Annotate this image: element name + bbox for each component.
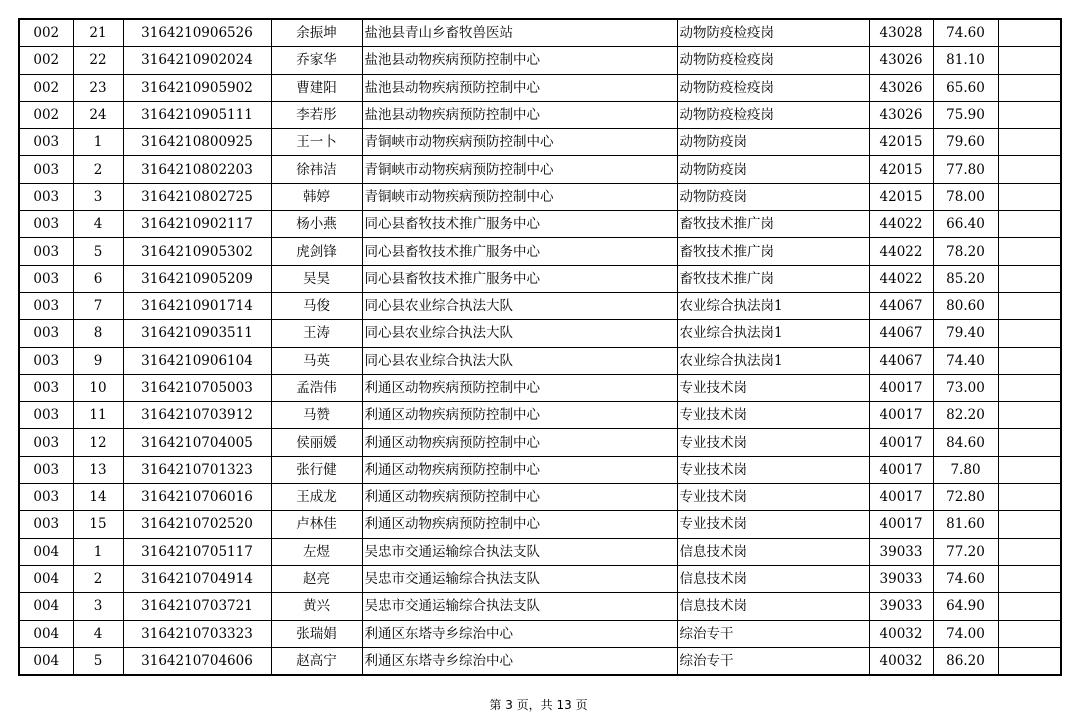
cell-name: 乔家华 (271, 47, 362, 74)
cell-position: 信息技术岗 (677, 565, 869, 592)
cell-group: 003 (19, 374, 73, 401)
cell-remark (998, 647, 1061, 675)
cell-position-code: 43026 (869, 101, 933, 128)
cell-remark (998, 511, 1061, 538)
cell-score: 72.80 (933, 484, 998, 511)
cell-position: 畜牧技术推广岗 (677, 238, 869, 265)
cell-exam-number: 3164210802203 (123, 156, 271, 183)
cell-score: 66.40 (933, 211, 998, 238)
cell-unit: 同心县农业综合执法大队 (362, 347, 677, 374)
cell-seq: 7 (73, 292, 123, 319)
cell-position-code: 40017 (869, 484, 933, 511)
cell-group: 004 (19, 538, 73, 565)
cell-position: 专业技术岗 (677, 374, 869, 401)
cell-unit: 吴忠市交通运输综合执法支队 (362, 538, 677, 565)
cell-group: 004 (19, 647, 73, 675)
cell-seq: 10 (73, 374, 123, 401)
cell-name: 左煜 (271, 538, 362, 565)
cell-name: 曹建阳 (271, 74, 362, 101)
table-row (19, 647, 1061, 675)
cell-remark (998, 429, 1061, 456)
cell-name: 卢林佳 (271, 511, 362, 538)
cell-remark (998, 238, 1061, 265)
cell-exam-number: 3164210905302 (123, 238, 271, 265)
cell-remark (998, 593, 1061, 620)
cell-group: 003 (19, 238, 73, 265)
cell-score: 74.40 (933, 347, 998, 374)
cell-exam-number: 3164210703323 (123, 620, 271, 647)
cell-position: 专业技术岗 (677, 429, 869, 456)
cell-exam-number: 3164210902117 (123, 211, 271, 238)
cell-remark (998, 101, 1061, 128)
cell-unit: 盐池县青山乡畜牧兽医站 (362, 19, 677, 47)
cell-seq: 3 (73, 593, 123, 620)
cell-position: 农业综合执法岗1 (677, 347, 869, 374)
cell-position-code: 40017 (869, 374, 933, 401)
cell-unit: 青铜峡市动物疾病预防控制中心 (362, 129, 677, 156)
cell-exam-number: 3164210703721 (123, 593, 271, 620)
cell-score: 81.60 (933, 511, 998, 538)
cell-score: 74.60 (933, 19, 998, 47)
cell-score: 78.20 (933, 238, 998, 265)
cell-position: 专业技术岗 (677, 511, 869, 538)
cell-seq: 24 (73, 101, 123, 128)
cell-remark (998, 456, 1061, 483)
cell-name: 马赞 (271, 402, 362, 429)
cell-group: 003 (19, 183, 73, 210)
cell-name: 赵亮 (271, 565, 362, 592)
cell-remark (998, 620, 1061, 647)
cell-remark (998, 347, 1061, 374)
cell-position-code: 44022 (869, 238, 933, 265)
cell-position-code: 39033 (869, 593, 933, 620)
table-body (19, 19, 1061, 675)
cell-unit: 青铜峡市动物疾病预防控制中心 (362, 183, 677, 210)
cell-group: 003 (19, 211, 73, 238)
cell-seq: 5 (73, 647, 123, 675)
cell-position: 动物防疫岗 (677, 129, 869, 156)
cell-remark (998, 265, 1061, 292)
cell-unit: 同心县畜牧技术推广服务中心 (362, 211, 677, 238)
cell-unit: 青铜峡市动物疾病预防控制中心 (362, 156, 677, 183)
cell-exam-number: 3164210903511 (123, 320, 271, 347)
cell-remark (998, 292, 1061, 319)
cell-unit: 利通区东塔寺乡综治中心 (362, 647, 677, 675)
table-row (19, 183, 1061, 210)
cell-remark (998, 484, 1061, 511)
table-row (19, 347, 1061, 374)
cell-position: 综治专干 (677, 647, 869, 675)
cell-exam-number: 3164210705117 (123, 538, 271, 565)
cell-seq: 9 (73, 347, 123, 374)
cell-seq: 2 (73, 565, 123, 592)
cell-score: 64.90 (933, 593, 998, 620)
cell-remark (998, 19, 1061, 47)
cell-position: 农业综合执法岗1 (677, 320, 869, 347)
table-row (19, 429, 1061, 456)
cell-unit: 盐池县动物疾病预防控制中心 (362, 47, 677, 74)
cell-group: 002 (19, 101, 73, 128)
table-row (19, 620, 1061, 647)
cell-position-code: 40032 (869, 647, 933, 675)
cell-unit: 利通区动物疾病预防控制中心 (362, 511, 677, 538)
cell-score: 81.10 (933, 47, 998, 74)
cell-exam-number: 3164210704606 (123, 647, 271, 675)
cell-score: 79.60 (933, 129, 998, 156)
cell-remark (998, 402, 1061, 429)
cell-name: 徐祎洁 (271, 156, 362, 183)
cell-exam-number: 3164210905111 (123, 101, 271, 128)
table-row (19, 511, 1061, 538)
cell-name: 马英 (271, 347, 362, 374)
cell-score: 85.20 (933, 265, 998, 292)
cell-group: 003 (19, 265, 73, 292)
cell-score: 65.60 (933, 74, 998, 101)
table-row (19, 265, 1061, 292)
cell-group: 002 (19, 74, 73, 101)
cell-unit: 吴忠市交通运输综合执法支队 (362, 593, 677, 620)
cell-name: 侯丽媛 (271, 429, 362, 456)
cell-name: 王涛 (271, 320, 362, 347)
cell-position: 动物防疫检疫岗 (677, 74, 869, 101)
cell-name: 吴昊 (271, 265, 362, 292)
table-row (19, 593, 1061, 620)
table-row (19, 374, 1061, 401)
cell-position-code: 42015 (869, 129, 933, 156)
cell-exam-number: 3164210901714 (123, 292, 271, 319)
cell-unit: 同心县畜牧技术推广服务中心 (362, 238, 677, 265)
cell-position-code: 40017 (869, 429, 933, 456)
cell-position-code: 40017 (869, 456, 933, 483)
cell-group: 004 (19, 620, 73, 647)
cell-seq: 4 (73, 620, 123, 647)
cell-position: 动物防疫岗 (677, 183, 869, 210)
cell-position: 畜牧技术推广岗 (677, 265, 869, 292)
cell-position-code: 43026 (869, 74, 933, 101)
cell-position: 信息技术岗 (677, 538, 869, 565)
cell-group: 003 (19, 456, 73, 483)
cell-unit: 利通区动物疾病预防控制中心 (362, 484, 677, 511)
cell-unit: 吴忠市交通运输综合执法支队 (362, 565, 677, 592)
table-row (19, 456, 1061, 483)
cell-remark (998, 129, 1061, 156)
cell-score: 74.00 (933, 620, 998, 647)
cell-exam-number: 3164210905209 (123, 265, 271, 292)
cell-remark (998, 565, 1061, 592)
cell-seq: 23 (73, 74, 123, 101)
score-sheet (18, 18, 1062, 676)
cell-score: 82.20 (933, 402, 998, 429)
table-row (19, 211, 1061, 238)
cell-position: 动物防疫检疫岗 (677, 19, 869, 47)
cell-name: 杨小燕 (271, 211, 362, 238)
cell-seq: 13 (73, 456, 123, 483)
cell-score: 7.80 (933, 456, 998, 483)
cell-exam-number: 3164210704914 (123, 565, 271, 592)
cell-unit: 同心县农业综合执法大队 (362, 320, 677, 347)
cell-name: 余振坤 (271, 19, 362, 47)
cell-name: 马俊 (271, 292, 362, 319)
cell-score: 74.60 (933, 565, 998, 592)
cell-unit: 盐池县动物疾病预防控制中心 (362, 74, 677, 101)
cell-seq: 15 (73, 511, 123, 538)
cell-position-code: 44067 (869, 347, 933, 374)
cell-position-code: 44067 (869, 292, 933, 319)
cell-group: 003 (19, 320, 73, 347)
cell-group: 004 (19, 565, 73, 592)
table-row (19, 565, 1061, 592)
cell-name: 赵高宁 (271, 647, 362, 675)
cell-score: 75.90 (933, 101, 998, 128)
cell-group: 003 (19, 511, 73, 538)
cell-remark (998, 47, 1061, 74)
cell-position: 动物防疫检疫岗 (677, 47, 869, 74)
cell-unit: 利通区动物疾病预防控制中心 (362, 402, 677, 429)
cell-position-code: 42015 (869, 156, 933, 183)
cell-position: 专业技术岗 (677, 402, 869, 429)
cell-group: 002 (19, 47, 73, 74)
cell-position-code: 40032 (869, 620, 933, 647)
cell-unit: 利通区动物疾病预防控制中心 (362, 374, 677, 401)
cell-position-code: 39033 (869, 565, 933, 592)
cell-position: 动物防疫岗 (677, 156, 869, 183)
table-row (19, 402, 1061, 429)
table-row (19, 47, 1061, 74)
cell-group: 003 (19, 484, 73, 511)
cell-seq: 3 (73, 183, 123, 210)
cell-name: 王一卜 (271, 129, 362, 156)
cell-seq: 22 (73, 47, 123, 74)
cell-group: 003 (19, 292, 73, 319)
cell-unit: 利通区动物疾病预防控制中心 (362, 429, 677, 456)
cell-group: 003 (19, 156, 73, 183)
cell-seq: 4 (73, 211, 123, 238)
table-row (19, 484, 1061, 511)
cell-score: 80.60 (933, 292, 998, 319)
table-row (19, 19, 1061, 47)
cell-position: 专业技术岗 (677, 484, 869, 511)
table-row (19, 74, 1061, 101)
cell-group: 003 (19, 347, 73, 374)
table-row (19, 156, 1061, 183)
cell-seq: 5 (73, 238, 123, 265)
results-table (18, 18, 1062, 676)
cell-score: 86.20 (933, 647, 998, 675)
cell-position: 动物防疫检疫岗 (677, 101, 869, 128)
cell-position: 专业技术岗 (677, 456, 869, 483)
cell-score: 78.00 (933, 183, 998, 210)
cell-name: 王成龙 (271, 484, 362, 511)
cell-name: 张瑞娟 (271, 620, 362, 647)
cell-group: 003 (19, 402, 73, 429)
cell-remark (998, 74, 1061, 101)
cell-position-code: 43026 (869, 47, 933, 74)
cell-remark (998, 183, 1061, 210)
cell-name: 李若彤 (271, 101, 362, 128)
cell-remark (998, 374, 1061, 401)
cell-score: 79.40 (933, 320, 998, 347)
cell-exam-number: 3164210704005 (123, 429, 271, 456)
cell-position: 信息技术岗 (677, 593, 869, 620)
cell-position-code: 39033 (869, 538, 933, 565)
cell-remark (998, 211, 1061, 238)
table-row (19, 320, 1061, 347)
cell-exam-number: 3164210701323 (123, 456, 271, 483)
cell-seq: 14 (73, 484, 123, 511)
cell-position-code: 40017 (869, 511, 933, 538)
table-row (19, 238, 1061, 265)
cell-group: 003 (19, 429, 73, 456)
cell-group: 002 (19, 19, 73, 47)
cell-unit: 盐池县动物疾病预防控制中心 (362, 101, 677, 128)
cell-name: 孟浩伟 (271, 374, 362, 401)
cell-unit: 利通区动物疾病预防控制中心 (362, 456, 677, 483)
cell-unit: 同心县畜牧技术推广服务中心 (362, 265, 677, 292)
cell-unit: 利通区东塔寺乡综治中心 (362, 620, 677, 647)
cell-position-code: 42015 (869, 183, 933, 210)
cell-exam-number: 3164210905902 (123, 74, 271, 101)
cell-exam-number: 3164210705003 (123, 374, 271, 401)
cell-seq: 11 (73, 402, 123, 429)
cell-remark (998, 320, 1061, 347)
cell-position-code: 44022 (869, 265, 933, 292)
table-row (19, 292, 1061, 319)
cell-position-code: 44022 (869, 211, 933, 238)
cell-seq: 21 (73, 19, 123, 47)
cell-remark (998, 156, 1061, 183)
cell-exam-number: 3164210702520 (123, 511, 271, 538)
cell-seq: 2 (73, 156, 123, 183)
cell-position: 综治专干 (677, 620, 869, 647)
cell-exam-number: 3164210703912 (123, 402, 271, 429)
cell-position-code: 40017 (869, 402, 933, 429)
cell-exam-number: 3164210802725 (123, 183, 271, 210)
cell-seq: 12 (73, 429, 123, 456)
cell-exam-number: 3164210906104 (123, 347, 271, 374)
table-row (19, 101, 1061, 128)
cell-seq: 1 (73, 538, 123, 565)
cell-name: 黄兴 (271, 593, 362, 620)
cell-group: 003 (19, 129, 73, 156)
cell-remark (998, 538, 1061, 565)
page-footer: 第 3 页，共 13 页 (489, 698, 588, 712)
cell-seq: 8 (73, 320, 123, 347)
cell-position: 农业综合执法岗1 (677, 292, 869, 319)
cell-name: 韩婷 (271, 183, 362, 210)
cell-name: 张行健 (271, 456, 362, 483)
cell-score: 77.20 (933, 538, 998, 565)
cell-score: 84.60 (933, 429, 998, 456)
cell-group: 004 (19, 593, 73, 620)
cell-unit: 同心县农业综合执法大队 (362, 292, 677, 319)
cell-score: 77.80 (933, 156, 998, 183)
cell-exam-number: 3164210906526 (123, 19, 271, 47)
cell-exam-number: 3164210706016 (123, 484, 271, 511)
cell-name: 虎剑锋 (271, 238, 362, 265)
table-row (19, 129, 1061, 156)
cell-position-code: 43028 (869, 19, 933, 47)
cell-position-code: 44067 (869, 320, 933, 347)
cell-seq: 6 (73, 265, 123, 292)
table-row (19, 538, 1061, 565)
cell-exam-number: 3164210902024 (123, 47, 271, 74)
cell-position: 畜牧技术推广岗 (677, 211, 869, 238)
cell-exam-number: 3164210800925 (123, 129, 271, 156)
cell-seq: 1 (73, 129, 123, 156)
cell-score: 73.00 (933, 374, 998, 401)
